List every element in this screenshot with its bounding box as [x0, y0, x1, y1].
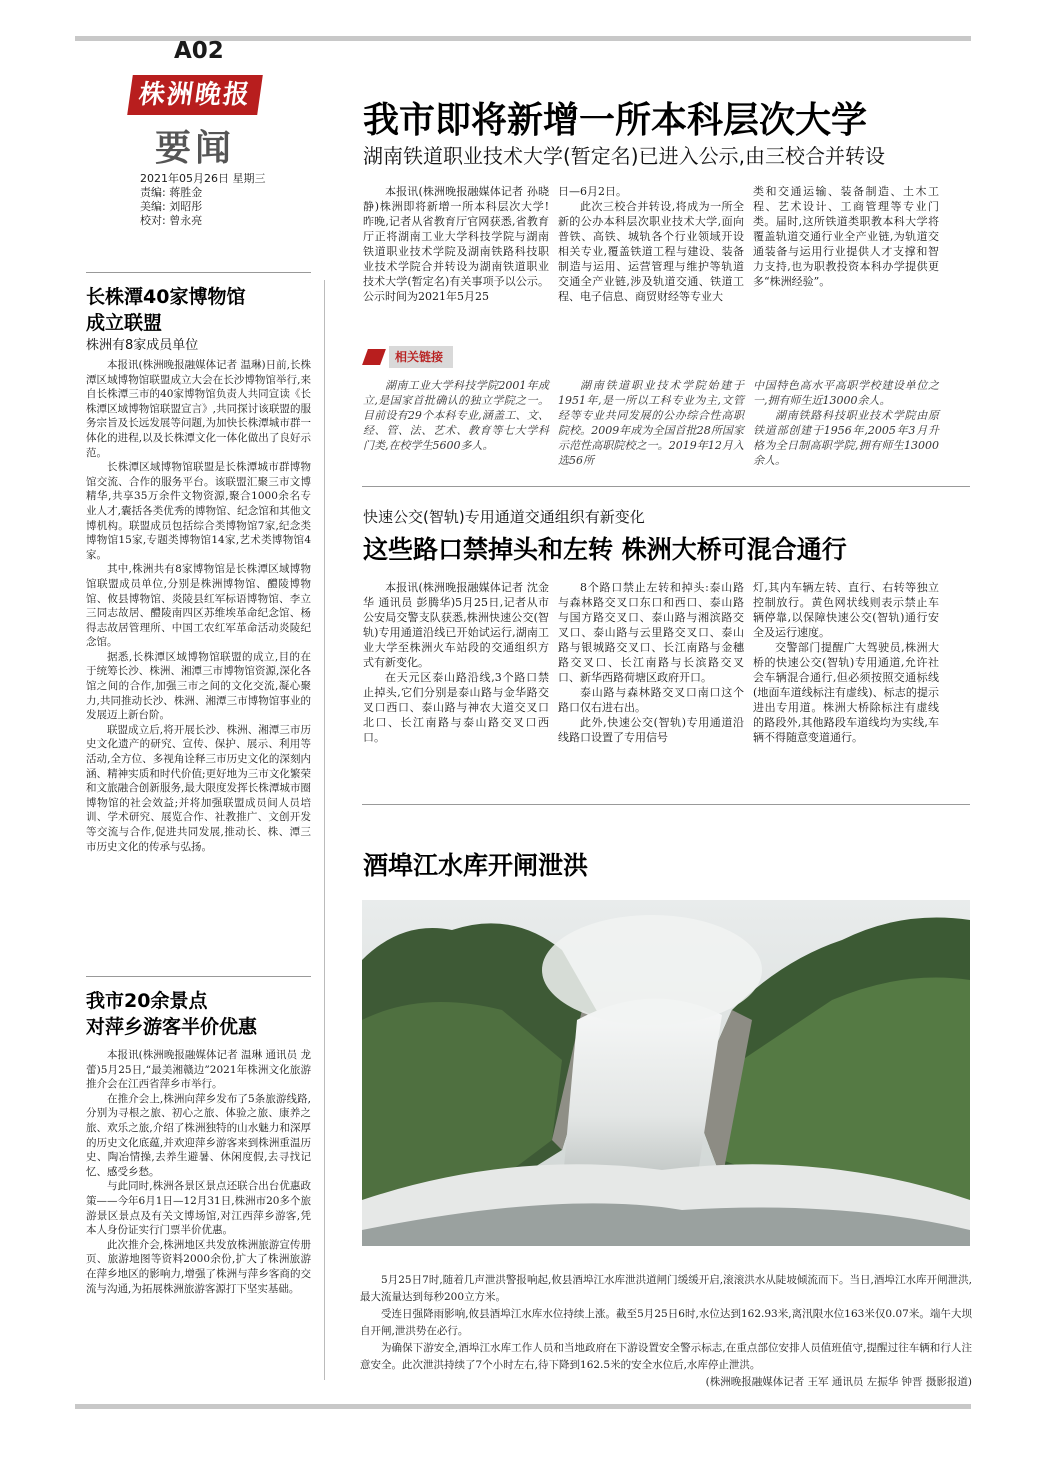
traffic-para: 此外,快速公交(智轨)专用通道沿线路口设置了专用信号 — [558, 716, 744, 744]
museum-para: 其中,株洲共有8家博物馆是长株潭区域博物馆联盟成员单位,分别是株洲博物馆、醴陵博物馆、攸县博物馆、炎陵县红军标语博物馆、李立三同志故居、醴陵南四区苏维埃革命纪念馆、杨得志故居管理所、中国工农红军革命活动炎陵纪念馆。 — [86, 563, 311, 649]
tourism-headline-line: 对萍乡游客半价优惠 — [86, 1016, 258, 1038]
flood-caption — [360, 1272, 972, 1391]
divider — [86, 272, 311, 273]
museum-para: 联盟成立后,将开展长沙、株洲、湘潭三市历史文化遗产的研究、宣传、保护、展示、利用等活动,全方位、多视角诠释三市历史文化的深刻内涵、精神实质和时代价值;更好地为三市文化繁荣和文旅融合创新服务,最大限度发挥长株潭城市圈博物馆的社会效益;并将加强联盟成员间人员培训、学术研究、展览合作、社教推广、文创开发等交流与合作,促进共同发展,推动长、株、潭三市历史文化的传承与弘扬。 — [86, 723, 311, 853]
traffic-para: 灯,其内车辆左转、直行、右转等独立控制放行。黄色网状线则表示禁止车辆停靠,以保障快速公交(智轨)通行安全及运行速度。 — [753, 581, 939, 639]
main-para: 本报讯(株洲晚报融媒体记者 孙晓静)株洲即将新增一所本科层次大学! 昨晚,记者从省教育厅官网获悉,省教育厅正将湖南工业大学科技学院与湖南铁道职业技术学院及湖南铁路科技职业技术学院合并转设为湖南铁道职业技术大学(暂定名)有关事项予以公示。公示时间为2021年5月25 — [363, 185, 549, 303]
main-subhead: 湖南铁道职业技术大学(暂定名)已进入公示,由三校合并转设 — [363, 144, 885, 168]
museum-para: 本报讯(株洲晚报融媒体记者 温琳)日前,长株潭区域博物馆联盟成立大会在长沙博物馆举行,来自长株潭三市的40家博物馆负责人共同宣读《长株潭区域博物馆联盟宣言》,共同探讨该联盟的服务宗旨及长远发展等问题,为加快长株潭城市群一体化的进程,以及长株潭文化一体化做出了良好示范。 — [86, 359, 311, 459]
proofreader-line: 校对: 曾永亮 — [140, 214, 203, 227]
main-para: 此次三校合并转设,将成为一所全新的公办本科层次职业技术大学,面向普铁、高铁、城轨各个行业领域开设相关专业,覆盖铁道工程与建设、装备制造与运用、运营管理与维护等轨道交通全产业链,涉及轨道交通、铁道工程、电子信息、商贸财经等专业大 — [558, 200, 744, 303]
section-name: 要闻 — [155, 128, 236, 169]
related-para: 湖南铁路科技职业技术学院由原铁道部创建于1956年,2005年3月升格为全日制高职学院,拥有师生13000余人。 — [753, 409, 939, 467]
related-para: 湖南工业大学科技学院2001年成立,是国家首批确认的独立学院之一。目前设有29个本科专业,涵盖工、文、经、管、法、艺术、教育等七大学科门类,在校学生5600多人。 — [363, 379, 549, 452]
tourism-headline-line: 我市20余景点 — [86, 990, 208, 1012]
related-column-1 — [363, 378, 549, 453]
reservoir-flood-photo — [362, 900, 970, 1246]
related-para: 湖南铁道职业技术学院始建于1951年,是一所以工科专业为主,文管经等专业共同发展的公办综合性高职院校。2009年成为全国首批28所国家示范性高职院校之一。2019年12月入选56所 — [558, 379, 744, 467]
photo-credit: (株洲晚报融媒体记者 王军 通讯员 左振华 钟晋 摄影报道) — [705, 1376, 972, 1388]
museum-subhead: 株洲有8家成员单位 — [86, 338, 199, 353]
tourism-body — [86, 1048, 311, 1296]
date-line: 2021年05月26日 星期三 — [140, 172, 266, 185]
flood-headline: 酒埠江水库开闸泄洪 — [363, 851, 589, 880]
tourism-para: 在推介会上,株洲向萍乡发布了5条旅游线路,分别为寻根之旅、初心之旅、体验之旅、康养之旅、欢乐之旅,介绍了株洲独特的山水魅力和深厚的历史文化底蕴,并欢迎萍乡游客来到株洲重温历史、陶冶情操,去养生避暑、休闲度假,去寻找记忆、感受乡愁。 — [86, 1092, 311, 1178]
related-column-3 — [753, 378, 939, 468]
museum-para: 长株潭区域博物馆联盟是长株潭城市群博物馆交流、合作的服务平台。该联盟汇聚三市文博精华,共享35万余件文物资源,聚合1000余名专业人才,囊括各类优秀的博物馆、纪念馆和其他文博机构。联盟成员包括综合类博物馆7家,纪念类博物馆15家,专题类博物馆14家,艺术类博物馆4家。 — [86, 461, 311, 561]
bottom-rule — [75, 1404, 971, 1409]
caption-para: 5月25日7时,随着几声泄洪警报响起,攸县酒埠江水库泄洪道闸门缓缓开启,滚滚洪水从陡坡倾流而下。当日,酒埠江水库开闸泄洪,最大流量达到每秒200立方米。 — [360, 1274, 972, 1303]
main-para: 日—6月2日。 — [558, 185, 627, 198]
dam-spillway-image — [362, 900, 970, 1246]
main-column-1 — [363, 184, 549, 304]
main-headline: 我市即将新增一所本科层次大学 — [363, 100, 868, 141]
traffic-para: 8个路口禁止左转和掉头:泰山路与森林路交叉口东口和西口、泰山路与国方路交叉口、泰山路与湘滨路交叉口、泰山路与云里路交叉口、泰山路与银城路交叉口、长江南路与金穗路交叉口、长江南路与长滨路交叉口、新华西路荷塘区政府开口。 — [558, 581, 744, 684]
traffic-para: 交警部门提醒广大驾驶员,株洲大桥的快速公交(智轨)专用通道,允许社会车辆混合通行,但必须按照交通标线(地面车道线标注有虚线)、标志的提示进出专用道。株洲大桥除标注有虚线的路段外,其他路段车道线均为实线,车辆不得随意变道通行。 — [753, 641, 939, 744]
page-meta — [140, 172, 266, 228]
traffic-para: 泰山路与森林路交叉口南口这个路口仅右进右出。 — [558, 686, 744, 714]
main-para: 类和交通运输、装备制造、土木工程、艺术设计、工商管理等专业门类。届时,这所铁道类职教本科大学将覆盖轨道交通行业全产业链,为轨道交通装备与运用行业提供人才支撑和智力支持,也为职教投资本科办学提供更多“株洲经验”。 — [753, 185, 939, 288]
editor-line: 责编: 蒋胜金 — [140, 186, 203, 199]
tag-marker-icon — [362, 349, 386, 365]
museum-headline-line: 长株潭40家博物馆 — [86, 286, 246, 308]
caption-para: 为确保下游安全,酒埠江水库工作人员和当地政府在下游设置安全警示标志,在重点部位安排人员值班值守,提醒过往车辆和行人注意安全。此次泄洪持续了7个小时左右,待下降到162.5米的安全水位后,水库停止泄洪。 — [360, 1342, 972, 1371]
traffic-para: 本报讯(株洲晚报融媒体记者 沈金华 通讯员 彭腾华)5月25日,记者从市公安局交警支队获悉,株洲快速公交(智轨)专用通道沿线已开始试运行,湖南工业大学至株洲火车站段的交通组织方式有新变化。 — [363, 581, 549, 669]
traffic-column-2 — [558, 580, 744, 745]
traffic-para: 在天元区泰山路沿线,3个路口禁止掉头,它们分别是泰山路与金华路交叉口西口、泰山路与神农大道交叉口北口、长江南路与泰山路交叉口西口。 — [363, 671, 549, 744]
main-column-2 — [558, 184, 744, 304]
page-number: A02 — [174, 38, 224, 64]
traffic-column-3 — [753, 580, 939, 745]
main-column-3 — [753, 184, 939, 289]
museum-headline-line: 成立联盟 — [86, 312, 163, 334]
museum-para: 据悉,长株潭区域博物馆联盟的成立,目的在于统筹长沙、株洲、湘潭三市博物馆资源,深化各馆之间的合作,加强三市之间的文化交流,凝心聚力,共同推动长沙、株洲、湘潭三市博物馆事业的发展迈上新台阶。 — [86, 650, 311, 722]
divider — [362, 804, 970, 805]
tourism-para: 与此同时,株洲各景区景点还联合出台优惠政策——今年6月1日—12月31日,株洲市20多个旅游景区景点及有关文博场馆,对江西萍乡游客,凭本人身份证实行门票半价优惠。 — [86, 1180, 311, 1237]
traffic-column-1 — [363, 580, 549, 745]
divider — [362, 486, 970, 487]
related-link-label: 相关链接 — [389, 346, 453, 368]
column-divider — [324, 280, 325, 1380]
masthead-logo: 株洲晚报 — [127, 75, 263, 115]
museum-headline — [86, 284, 245, 336]
tourism-headline — [86, 988, 257, 1040]
traffic-headline: 这些路口禁掉头和左转 株洲大桥可混合通行 — [363, 535, 847, 564]
related-column-2 — [558, 378, 744, 468]
caption-para: 受连日强降雨影响,攸县酒埠江水库水位持续上涨。截至5月25日6时,水位达到162.93米,离汛限水位163米仅0.07米。端午大坝自开闸,泄洪势在必行。 — [360, 1308, 972, 1337]
designer-line: 美编: 刘昭彤 — [140, 200, 203, 213]
tourism-para: 此次推介会,株洲地区共发放株洲旅游宣传册页、旅游地图等资料2000余份,扩大了株洲旅游在萍乡地区的影响力,增强了株洲与萍乡客商的交流与沟通,为拓展株洲旅游客源打下坚实基础。 — [86, 1238, 311, 1295]
tourism-para: 本报讯(株洲晚报融媒体记者 温琳 通讯员 龙蕾)5月25日,“最美湘赣边”2021年株洲文化旅游推介会在江西省萍乡市举行。 — [86, 1049, 311, 1091]
museum-body — [86, 358, 311, 854]
divider — [86, 976, 311, 977]
traffic-kicker: 快速公交(智轨)专用通道交通组织有新变化 — [363, 508, 645, 526]
related-para: 中国特色高水平高职学校建设单位之一,拥有师生近13000余人。 — [753, 379, 939, 407]
